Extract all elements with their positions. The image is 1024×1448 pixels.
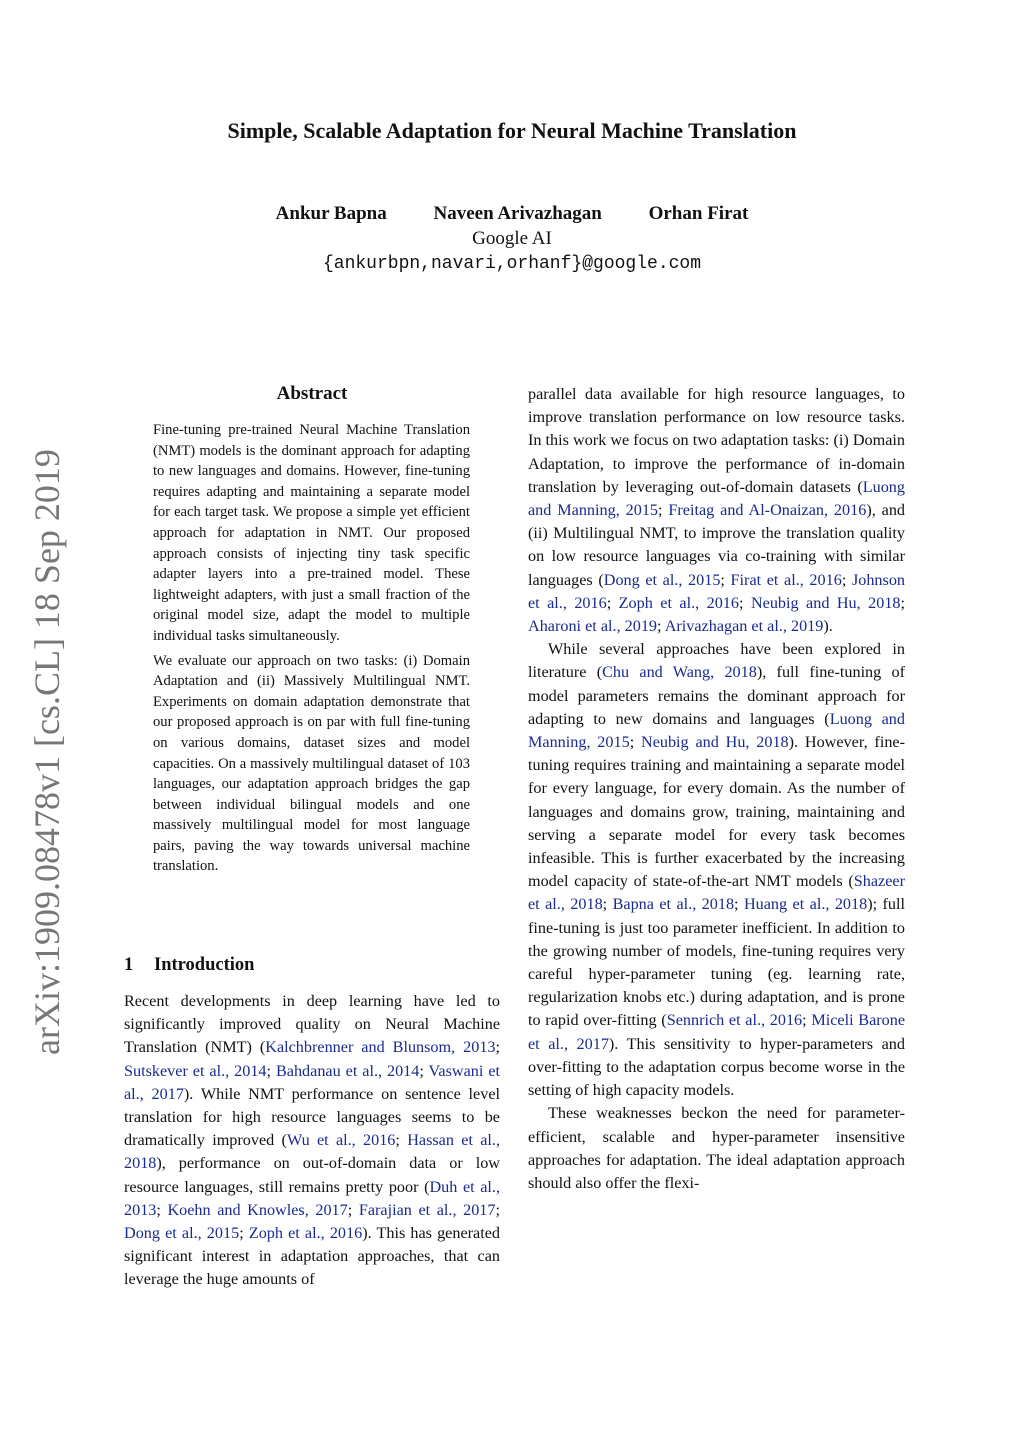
citation-link[interactable]: Arivazhagan et al., 2019	[664, 617, 824, 636]
citation-link[interactable]: Firat et al., 2016	[730, 570, 842, 589]
section-title: Introduction	[154, 955, 255, 975]
citation-link[interactable]: Chu and Wang, 2018	[602, 663, 757, 682]
citation-link[interactable]: Aharoni et al., 2019	[528, 617, 658, 636]
left-column	[124, 990, 500, 1292]
paragraph-text: ).	[823, 617, 833, 636]
citation-link[interactable]: Johnson et al., 2016	[528, 570, 906, 612]
paragraph-text: ;	[395, 1131, 408, 1150]
author-email: {ankurbpn,navari,orhanf}@google.com	[322, 254, 702, 274]
citation-link[interactable]: Dong et al., 2015	[603, 570, 721, 589]
paragraph-text: ); full fine-tuning is just too parameter inefficient. In addition to the growing number of models, fine-tuning requires very careful hyper-parameter tuning (eg. learning rate, regularization knobs etc.) during adaptation, and is prone to rapid over-fitting (	[528, 895, 906, 1030]
paragraph-text: ;	[900, 593, 906, 612]
right-column	[528, 383, 905, 1195]
citation-link[interactable]: Duh et al., 2013	[124, 1177, 500, 1219]
paragraph-text: ), and (ii) Multilingual NMT, to improve the translation quality on low resource languages via co-training with similar languages (	[528, 501, 906, 589]
citation-link[interactable]: Dong et al., 2015	[124, 1224, 240, 1243]
paragraph-text: ;	[347, 1200, 359, 1219]
citation-link[interactable]: Kalchbrenner and Blunsom, 2013	[265, 1038, 496, 1057]
paragraph-text: ;	[156, 1200, 168, 1219]
citation-link[interactable]: Vaswani et al., 2017	[124, 1061, 501, 1103]
paragraph-text: ;	[802, 1011, 812, 1030]
paragraph-text: ;	[841, 570, 852, 589]
author-name: Naveen Arivazhagan	[433, 203, 602, 224]
paragraph-text: ). This sensitivity to hyper-parameters and over-fitting to the adaptation corpus become worse in the setting of high capacity models.	[528, 1034, 905, 1100]
paragraph-text: ;	[419, 1061, 429, 1080]
author-name: Ankur Bapna	[275, 203, 387, 224]
citation-link[interactable]: Miceli Barone et al., 2017	[528, 1011, 906, 1053]
paragraph-text: ), full fine-tuning of model parameters remains the dominant approach for adapting to new domains and languages (	[528, 663, 906, 728]
paragraph-text: Recent developments in deep learning have led to significantly improved quality on Neural Machine Translation (NMT) (	[124, 992, 500, 1057]
citation-link[interactable]: Sennrich et al., 2016	[666, 1011, 803, 1030]
arxiv-stamp: arXiv:1909.08478v1 [cs.CL] 18 Sep 2019	[27, 449, 67, 1055]
citation-link[interactable]: Sutskever et al., 2014	[124, 1061, 267, 1080]
citation-link[interactable]: Zoph et al., 2016	[248, 1224, 363, 1243]
citation-link[interactable]: Huang et al., 2018	[743, 895, 868, 914]
paragraph-text: ;	[602, 895, 613, 914]
paragraph-text: While several approaches have been explored in literature (	[528, 640, 905, 682]
citation-link[interactable]: Hassan et al., 2018	[124, 1131, 501, 1173]
citation-link[interactable]: Freitag and Al-Onaizan, 2016	[668, 501, 867, 520]
abstract-paragraph: Fine-tuning pre-trained Neural Machine Translation (NMT) models is the dominant approach for adapting to new languages and domains. However, fine-tuning requires adapting and maintaining a separate model for each target task. We propose a simple yet efficient approach for adaptation in NMT. Our proposed approach consists of injecting tiny task specific adapter layers into a pre-trained model. These lightweight adapters, with just a small fraction of the original model size, adapt the model to multiple individual tasks simultaneously.	[153, 422, 470, 644]
citation-link[interactable]: Farajian et al., 2017	[358, 1200, 496, 1219]
abstract-paragraph: We evaluate our approach on two tasks: (i) Domain Adaptation and (ii) Massively Multilingual NMT. Experiments on domain adaptation demonstrate that our proposed approach is on par with full fine-tuning on various domains, dataset sizes and model capacities. On a massively multilingual dataset of 103 languages, our adaptation approach bridges the gap between individual bilingual models and one massively multilingual model for most language pairs, paving the way towards universal machine translation.	[153, 652, 470, 875]
author-name: Orhan Firat	[648, 203, 749, 224]
paragraph-text: ;	[658, 501, 669, 520]
citation-link[interactable]: Luong and Manning, 2015	[528, 477, 905, 520]
paragraph-text: parallel data available for high resource languages, to improve translation performance on low resource tasks. In this work we focus on two adaptation tasks: (i) Domain Adaptation, to improve the performance of in-domain translation by leveraging out-of-domain datasets (	[528, 385, 905, 496]
citation-link[interactable]: Neubig and Hu, 2018	[641, 733, 789, 752]
paragraph-text: ;	[734, 895, 744, 914]
body-paragraph	[528, 638, 905, 1102]
citation-link[interactable]: Koehn and Knowles, 2017	[167, 1200, 348, 1219]
section-number: 1	[124, 955, 134, 975]
citation-link[interactable]: Zoph et al., 2016	[618, 593, 739, 612]
paper-title: Simple, Scalable Adaptation for Neural Machine Translation	[227, 118, 797, 143]
body-paragraph	[528, 1102, 905, 1195]
paragraph-text: ), performance on out-of-domain data or low resource languages, still remains pretty poor (	[124, 1154, 500, 1196]
body-paragraph	[124, 990, 500, 1292]
abstract-heading: Abstract	[276, 383, 348, 404]
paragraph-text: ;	[629, 733, 641, 752]
body-paragraph	[528, 383, 905, 638]
paragraph-text: ). This has generated significant interest in adaptation approaches, that can leverage the huge amounts of	[124, 1224, 500, 1289]
paragraph-text: ;	[657, 617, 665, 636]
abstract-body	[153, 420, 470, 881]
paragraph-text: ;	[239, 1224, 249, 1243]
author-list	[0, 203, 1024, 225]
paragraph-text: ;	[495, 1200, 500, 1219]
paragraph-text: ;	[606, 593, 619, 612]
paragraph-text: ). While NMT performance on sentence level translation for high resource languages seems to be dramatically improved (	[124, 1084, 501, 1150]
citation-link[interactable]: Bapna et al., 2018	[612, 895, 735, 914]
citation-link[interactable]: Luong and Manning, 2015	[528, 709, 905, 752]
paragraph-text: ;	[720, 570, 731, 589]
paragraph-text: ). However, fine-tuning requires training and maintaining a separate model for every language, for every domain. As the number of languages and domains grow, training, maintaining and serving a separate model for every task becomes infeasible. This is further exacerbated by the increasing model capacity of state-of-the-art NMT models (	[528, 733, 905, 891]
citation-link[interactable]: Shazeer et al., 2018	[528, 872, 905, 914]
affiliation: Google AI	[472, 228, 552, 249]
citation-link[interactable]: Bahdanau et al., 2014	[275, 1061, 420, 1080]
paragraph-text: These weaknesses beckon the need for parameter-efficient, scalable and hyper-parameter insensitive approaches for adaptation. The ideal adaptation approach should also offer the flexi-	[528, 1104, 905, 1192]
citation-link[interactable]: Wu et al., 2016	[286, 1131, 396, 1150]
citation-link[interactable]: Neubig and Hu, 2018	[750, 593, 901, 612]
paragraph-text: ;	[739, 593, 751, 612]
paragraph-text: ;	[495, 1038, 501, 1057]
section-heading-introduction	[124, 955, 254, 976]
paragraph-text: ;	[266, 1061, 276, 1080]
